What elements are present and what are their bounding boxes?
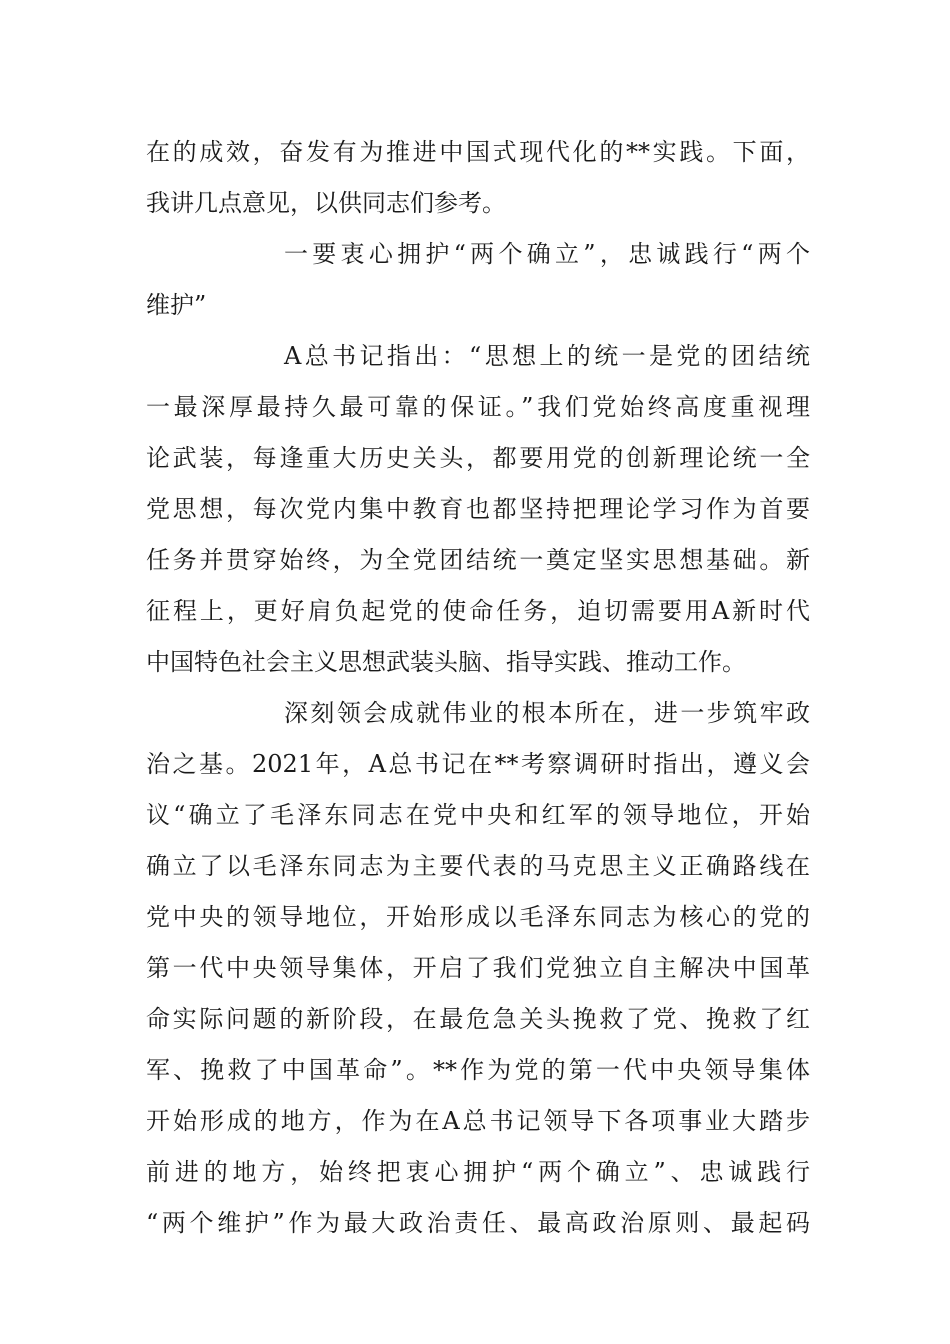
paragraph-line: 深刻领会成就伟业的根本所在，进一步筑牢政: [284, 699, 810, 727]
paragraph-line: 党思想，每次党内集中教育也都坚持把理论学习作为首要: [146, 495, 810, 523]
paragraph-line: 任务并贯穿始终，为全党团结统一奠定坚实思想基础。新: [146, 546, 810, 574]
paragraph-line: 一最深厚最持久最可靠的保证。”我们党始终高度重视理: [146, 393, 810, 421]
paragraph-line: 治之基。2021年，A总书记在**考察调研时指出，遵义会: [146, 750, 810, 778]
paragraph-line: 确立了以毛泽东同志为主要代表的马克思主义正确路线在: [146, 852, 810, 880]
paragraph-line: 命实际问题的新阶段，在最危急关头挽救了党、挽救了红: [146, 1005, 810, 1033]
paragraph-line: 军、挽救了中国革命”。**作为党的第一代中央领导集体: [146, 1056, 810, 1084]
paragraph-line: “两个维护”作为最大政治责任、最高政治原则、最起码: [146, 1209, 810, 1237]
section-heading-line: 维护”: [146, 291, 207, 319]
paragraph-line: 中国特色社会主义思想武装头脑、指导实践、推动工作。: [146, 648, 746, 676]
paragraph-line: 第一代中央领导集体，开启了我们党独立自主解决中国革: [146, 954, 810, 982]
paragraph-line: 征程上，更好肩负起党的使命任务，迫切需要用A新时代: [146, 597, 810, 625]
paragraph-line: 我讲几点意见，以供同志们参考。: [146, 189, 506, 217]
paragraph-line: 论武装，每逢重大历史关头，都要用党的创新理论统一全: [146, 444, 810, 472]
paragraph-line: 议“确立了毛泽东同志在党中央和红军的领导地位，开始: [146, 801, 810, 829]
paragraph-line: 在的成效，奋发有为推进中国式现代化的**实践。下面，: [146, 138, 810, 166]
paragraph-line: 前进的地方，始终把衷心拥护“两个确立”、忠诚践行: [146, 1158, 810, 1186]
paragraph-line: 党中央的领导地位，开始形成以毛泽东同志为核心的党的: [146, 903, 810, 931]
section-heading-line: 一要衷心拥护“两个确立”，忠诚践行“两个: [284, 240, 810, 268]
paragraph-line: A总书记指出：“思想上的统一是党的团结统: [284, 342, 810, 370]
paragraph-line: 开始形成的地方，作为在A总书记领导下各项事业大踏步: [146, 1107, 810, 1135]
